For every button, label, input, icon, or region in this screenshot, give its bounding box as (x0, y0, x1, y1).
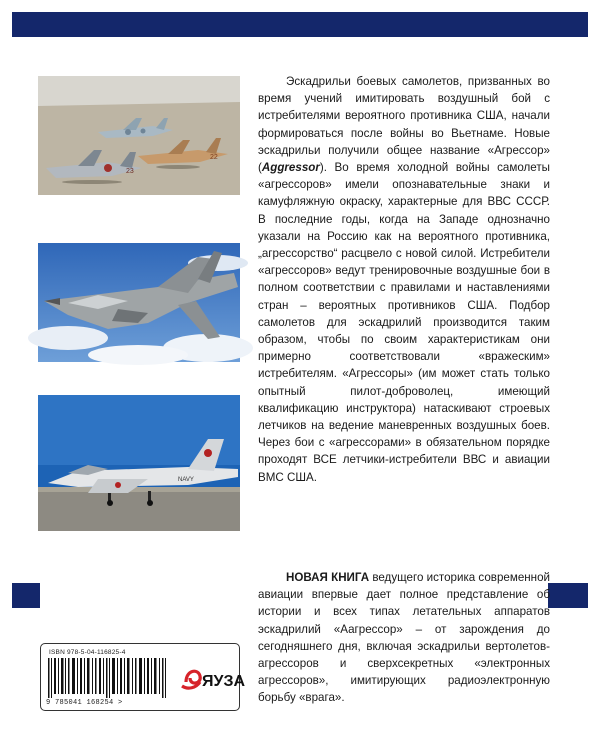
aircraft-code-23: 23 (126, 168, 134, 175)
aggressor-term: Aggressor (261, 161, 320, 175)
left-brand-bar (12, 583, 40, 608)
top-brand-bar (12, 12, 588, 37)
paragraph-new-book (258, 569, 550, 707)
paragraph2-text: ведущего историка современной авиации впервые дает полное представление об истории и всех типах летательных аппаратов эскадрилий «Аагрессор» – от зарождения до сегодняшнего дня, включая эскадрильи вертолетов-агрессоров и сверхсекретных «электронных агрессоров», имитирующих радиоэлектронную борьбу «врага». (258, 571, 551, 705)
photo-fa18-in-flight (38, 243, 240, 362)
paragraph1-text-a: Эскадрильи боевых самолетов, призванных во время учений имитировать воздушный бой с истребителями вероятного противника США, начали формироваться после войны во Вьетнаме. Новые эскадрильи получили общее название «Агрессор» ( (258, 75, 550, 175)
paragraph1-text-b: ). Во время холодной войны самолеты «агрессоров» имели опознавательные знаки и камуфляжную окраску, характерные для ВВС СССР. В последние годы, когда на Западе однозначно указали на Россию как на вероятного противника, „агрессорство“ расцвело с новой силой. Истребители «агрессоров» ведут тренировочные воздушные бои в полном соответствии с правилами и наставлениями стран – вероятных противников США. Подбор самолетов для эскадрилий производится таким образом, чтобы по своим характеристикам они примерно соответствовали «вражеским» истребителям. «Агрессоры» (им может стать только опытный пилот-доброволец, имеющий квалификацию инструктора) натаскивают строевых летчиков на ведение маневренных воздушных боев. Через бои с «агрессорами» в обязательном порядке проходят ВСЕ летчики-истребители ВВС и авиации ВМС США. (258, 161, 550, 484)
aircraft-code-22: 22 (210, 154, 218, 161)
paragraph-aggressor-history (258, 73, 550, 486)
photo-skywarrior-ramp (38, 395, 240, 531)
barcode-panel (40, 643, 246, 711)
aircraft-code-navy: NAVY (178, 477, 194, 483)
new-book-lead: НОВАЯ КНИГА (286, 571, 370, 584)
publisher-logo (180, 656, 246, 696)
right-brand-bar (548, 583, 588, 608)
isbn-label: ISBN 978-5-04-116825-4 (49, 649, 126, 656)
barcode-bars (48, 658, 168, 698)
barcode-number: 9 785041 168254 > (46, 699, 123, 707)
publisher-logo-text: ЯУЗА (202, 673, 246, 690)
photo-f5-aggressors (38, 76, 240, 195)
